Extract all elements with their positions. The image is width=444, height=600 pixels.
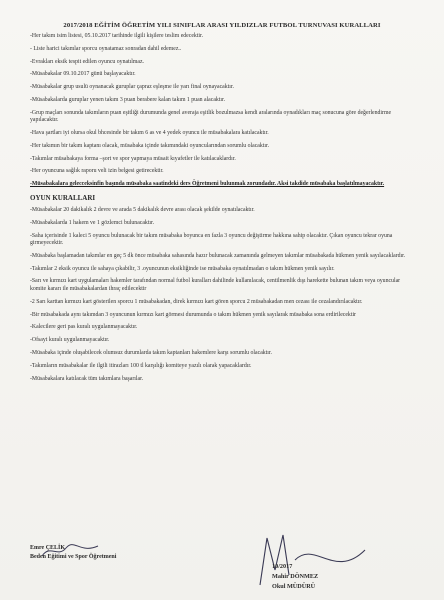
signature-block-right bbox=[272, 562, 318, 592]
rule-item: -Her takımın bir takım kaptanı olacak, müsabaka içinde takımındaki oyuncularından sorumlu olacaktır. bbox=[30, 142, 270, 149]
rule-item: -Müsabakalarda guruplar yenen takım 3 puan berabere kalan takım 1 puan alacaktır. bbox=[30, 96, 226, 103]
rule-item: -Müsabakalara gelecceksinfin başında müsabaka saatindeki ders Öğretmeni bulunmak zorundadır. Aksi takdide müsabaka başlatılmayacaktır. bbox=[30, 181, 385, 188]
signature-date: 10/2017 bbox=[272, 563, 293, 570]
rule-item: -Müsabaka başlamadan takımlar en geç 5 dk önce müsabaka sahasında hazır bulunacak zamanında gelmeyen takımlar müsabakada hükmen yenik sayılacaklardır. bbox=[30, 252, 406, 259]
rule-item: -Takımların müsabakalar ile ilgili itirazları 100 tl karşılığı komiteye yazılı olarak yapacaklardır. bbox=[30, 362, 252, 369]
section-title-game-rules: OYUN KURALLARI bbox=[30, 193, 96, 202]
rule-item: -Saha içerisinde 1 kaleci 5 oyuncu bulunacak bir takım müsabaka boyunca en fazla 3 oyuncu değiştirme hakkına sahip olacaktır. Çıkan oyuncu tekrar oyuna girmeyecektir. bbox=[30, 232, 393, 247]
rule-item: -Takımlar müsabakaya forma –şort ve spor yapmaya müsait kıyafetler ile katılacaklardır. bbox=[30, 155, 236, 162]
rule-item: -Takımlar 2 eksik oyuncu ile sahaya çıkabilir, 3 .oyuncunun eksikliğinde ise müsabaka oynatılmadan o takım hükmen yenik sayılır. bbox=[30, 265, 335, 272]
rule-item: -Evrakları eksik tespit edilen oyuncu oynatılmaz. bbox=[30, 58, 144, 65]
signer-role-right: Okul MÜDÜRÜ bbox=[272, 583, 316, 590]
rule-item: -Müsabakalara katılacak tüm takımlara başarılar. bbox=[30, 375, 144, 382]
rule-item: -Müsabakalar 09.10.2017 günü başlayacaktır. bbox=[30, 71, 136, 78]
rule-item: -Kalecilere geri pas kuralı uygulanmayacaktır. bbox=[30, 324, 138, 331]
rule-item: -Müsabaka içinde oluşabilecek olumsuz durumlarda takım kaptanları hakemlere karşı sorumlu olacaktır. bbox=[30, 349, 272, 356]
rule-item: -Ofsayt kuralı uygulanmayacaktır. bbox=[30, 337, 110, 344]
rule-item: -Müsabakalarda 1 hakem ve 1 gözlemci bulunacaktır. bbox=[30, 219, 155, 226]
signer-role-left: Beden Eğitimi ve Spor Öğretmeni bbox=[30, 554, 117, 560]
document-title: 2017/2018 EĞİTİM ÖĞRETİM YILI SINIFLAR ARASI YILDIZLAR FUTBOL TURNUVASI KURALLARI bbox=[63, 22, 381, 29]
game-rules-list bbox=[30, 207, 414, 383]
rule-item: -Müsabakalar grup usulü oynanacak guruplar çapraz eşleşme ile yarı final oynayacaktır. bbox=[30, 84, 234, 91]
general-rules-list bbox=[30, 33, 414, 189]
signer-name-right: Mahir DÖNMEZ bbox=[272, 573, 319, 580]
rule-item: -Her oyuncuna sağlık raporu veli izin belgesi getirecektir. bbox=[30, 168, 164, 175]
rule-item: -Grup maçları sonunda takımların puan eşitliği durumunda genel averaja eşitlik bozulmazsa kendi aralarında oynadıkları maç sonucuna göre değerlendirme yapılacaktır. bbox=[30, 109, 392, 124]
rule-item: -Müsabakalar 20 dakikalık 2 devre ve arada 5 dakikalık devre arası olacak şekilde oynatılacaktır. bbox=[30, 206, 255, 213]
rule-item: -Sarı ve kırmızı kart uygulamaları hakemler tarafından normal futbol kuralları dahilinde kullanılacak, centilmenlik dışı harekette bulunan takım veya oyuncular komite kararı ile müsabakalardan ihraç edilecektir bbox=[30, 278, 401, 293]
rule-item: -Her takım isim listesi, 05.10.2017 tarihinde ilgili kişilere teslim edecektir. bbox=[30, 33, 204, 39]
rule-item: -Bir müsabakada aynı takımdan 3 oyuncunun kırmızı kart görmesi durumunda o takım hükmen yenik sayılarak müsabaka sona erdirilecektir bbox=[30, 311, 356, 318]
signature-block-left bbox=[30, 544, 116, 562]
rule-item: -Hava şartları iyi olursa okul bhcesinde bir takım 6 as ve 4 yedek oyuncu ile müsabakalara katılacaktır. bbox=[30, 130, 269, 137]
rule-item: - Liste harici takımlar sporcu oynatamaz sonradan dahil edemez.. bbox=[30, 45, 182, 52]
rule-item: -2 Sarı karttan kırmızı kart gösterilen sporcu 1 müsabakadan, direk kırmızı kart gören sporcu 2 müsabakadan men cezası ile cezalandırılacaktır. bbox=[30, 298, 363, 305]
signer-name-left: Emre ÇELİK bbox=[30, 545, 66, 551]
